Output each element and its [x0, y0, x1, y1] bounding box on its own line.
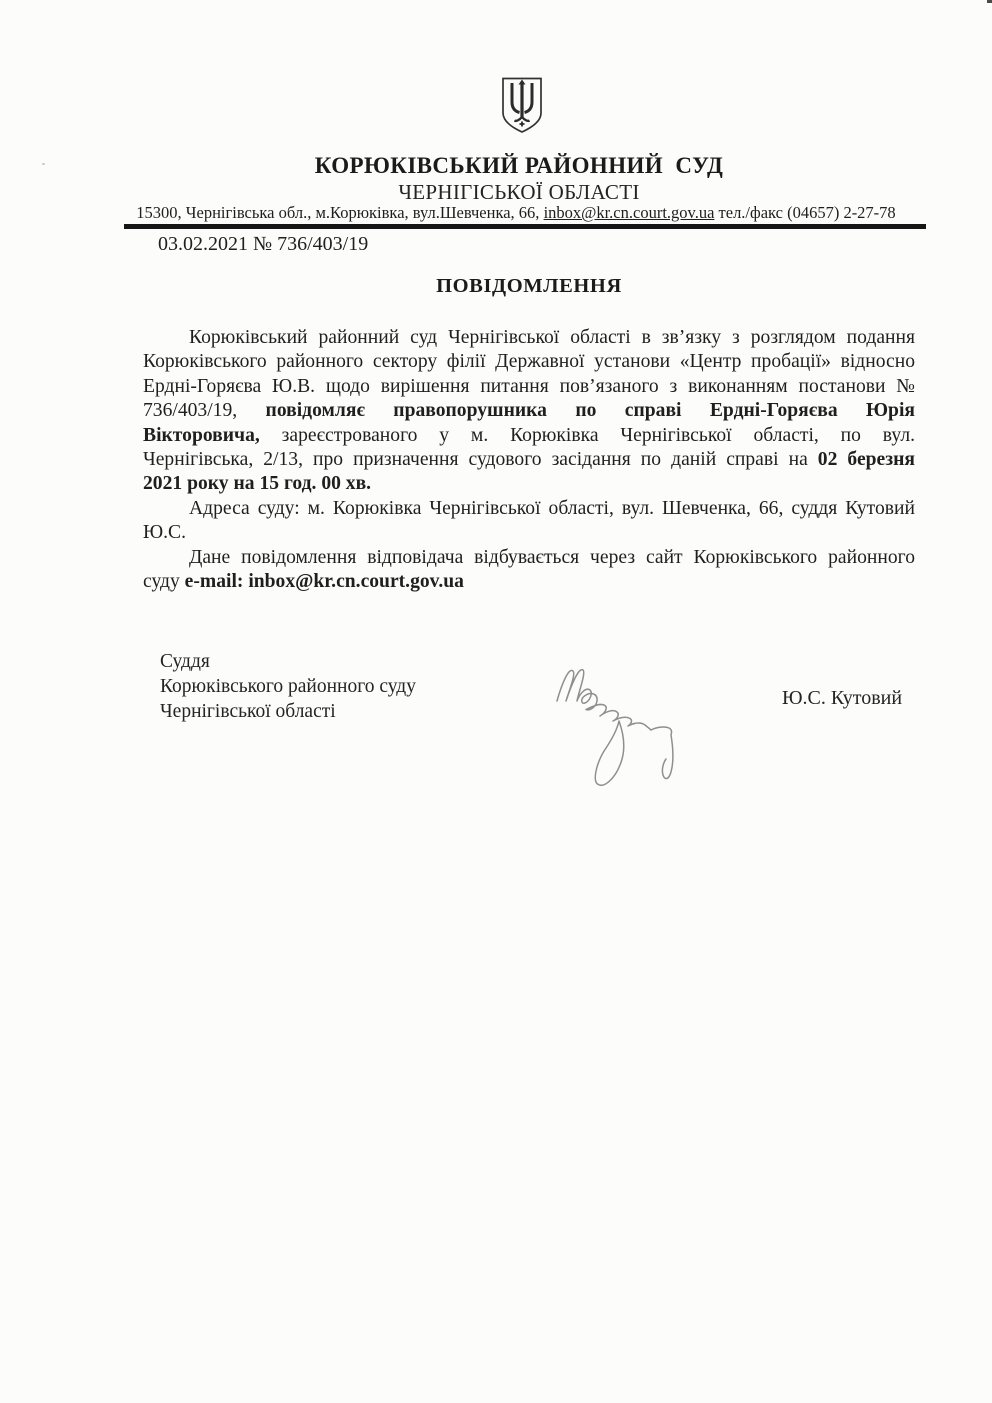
handwritten-signature-icon: [549, 649, 689, 804]
text-run: Чернігівська, 2/13, про призначення судового засідання по даній справі на: [143, 449, 818, 471]
text-line: [143, 375, 915, 399]
text-line: [143, 326, 915, 350]
bold-text-run: Вікторовича,: [143, 424, 260, 446]
document-body: [143, 326, 915, 594]
text-run: зареєстрованого у м. Корюківка Чернігівської області, по вул.: [259, 424, 915, 446]
address-phone-fax: тел./факс (04657) 2-27-78: [714, 203, 896, 222]
signature-role-line: Суддя: [160, 651, 210, 672]
text-run: Ю.С.: [143, 522, 187, 544]
signature-role-line: Чернігівської області: [160, 701, 336, 722]
text-run: Дане повідомлення відповідача відбувається через сайт Корюківського районного: [189, 546, 915, 568]
text-line: [143, 472, 915, 496]
bold-text-run: e-mail: inbox@kr.cn.court.gov.ua: [184, 571, 464, 593]
text-run: Ердні-Горяєва Ю.В. щодо вирішення питання пов’язаного з виконанням постанови №: [143, 375, 915, 397]
text-run: Адреса суду: м. Корюківка Чернігівської області, вул. Шевченка, 66, суддя Кутовий: [189, 497, 915, 519]
text-line: [143, 350, 915, 374]
paragraph: [143, 326, 915, 497]
text-run: суду: [143, 571, 185, 593]
text-line: [143, 399, 915, 423]
text-line: [143, 497, 915, 521]
signature-role-line: Корюківського районного суду: [160, 676, 416, 697]
text-run: Корюківського районного сектору філії Державної установи «Центр пробації» відносно: [143, 351, 915, 373]
text-line: [143, 570, 915, 594]
bold-text-run: 2021 року на 15 год. 00 хв.: [143, 473, 372, 495]
paragraph: [143, 546, 915, 595]
bold-text-run: 02 березня: [817, 449, 915, 471]
text-run: Корюківський районний суд Чернігівської області в зв’язку з розглядом подання: [189, 327, 915, 348]
court-address-line: [0, 203, 992, 223]
court-region: ЧЕРНІГІСЬКОЇ ОБЛАСТІ: [398, 180, 640, 204]
court-name: КОРЮКІВСЬКИЙ РАЙОННИЙ СУД: [314, 153, 724, 178]
address-text: 15300, Чернігівська обл., м.Корюківка, вул.Шевченка, 66,: [136, 203, 544, 222]
signature-name: Ю.С. Кутовий: [782, 687, 903, 709]
text-line: [143, 448, 915, 472]
signature-role: [160, 649, 416, 724]
ukraine-trident-emblem-icon: [499, 76, 545, 136]
text-line: [143, 521, 915, 545]
text-run: 736/403/19,: [143, 400, 266, 422]
text-line: [143, 546, 915, 570]
document-title: ПОВІДОМЛЕННЯ: [436, 275, 622, 297]
paragraph: [143, 497, 915, 546]
text-line: [143, 424, 915, 448]
header-separator-rule: [124, 224, 926, 229]
scan-edge-artifact: [987, 0, 992, 3]
court-email: inbox@kr.cn.court.gov.ua: [543, 203, 715, 222]
reference-date-number: 03.02.2021 № 736/403/19: [158, 233, 369, 255]
bold-text-run: повідомляє правопорушника по справі Ердні-Горяєва Юрія: [265, 400, 916, 422]
